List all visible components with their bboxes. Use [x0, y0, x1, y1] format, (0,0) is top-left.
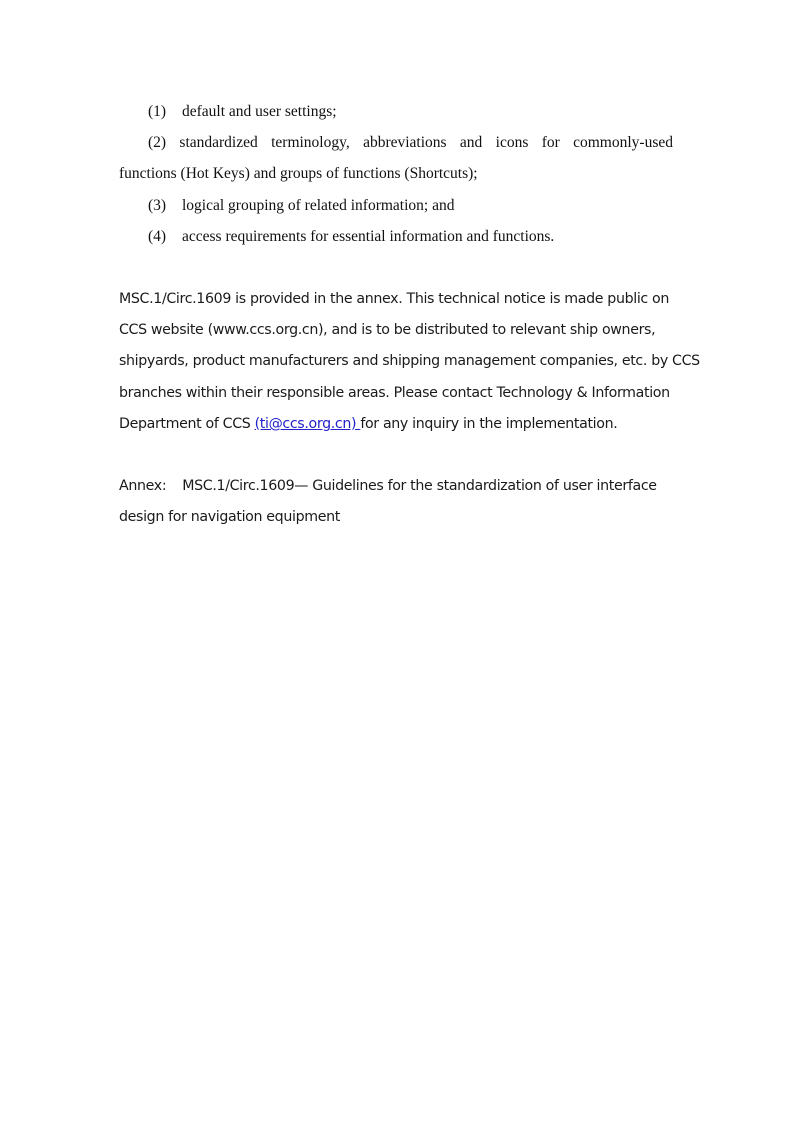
list-item-number: (3) — [148, 197, 167, 214]
notice-line-5 — [119, 414, 617, 434]
email-link[interactable]: (ti@ccs.org.cn) — [254, 416, 361, 432]
notice-line-2: CCS website (www.ccs.org.cn), and is to be distributed to relevant ship owners, — [119, 322, 656, 338]
annex-line-2: design for navigation equipment — [119, 509, 340, 525]
list-item-number: (2) — [148, 134, 167, 151]
list-item-4 — [148, 227, 554, 247]
notice-line-4: branches within their responsible areas. Please contact Technology & Information — [119, 385, 670, 401]
list-item-text: logical grouping of related information; and — [182, 197, 455, 214]
notice-text: for any inquiry in the implementation. — [360, 416, 618, 432]
annex-label: Annex: — [119, 478, 167, 494]
list-item-text: default and user settings; — [182, 103, 337, 120]
list-item-2-line-1 — [148, 133, 673, 153]
list-item-text: standardized terminology, abbreviations and icons for commonly-used — [179, 134, 673, 151]
list-item-3 — [148, 196, 454, 216]
list-item-text: functions (Hot Keys) and groups of functions (Shortcuts); — [119, 165, 478, 182]
notice-line-1: MSC.1/Circ.1609 is provided in the annex. This technical notice is made public on — [119, 291, 670, 307]
list-item-text: access requirements for essential information and functions. — [182, 228, 555, 245]
list-item-2-line-2 — [119, 164, 478, 184]
list-item-1 — [148, 102, 337, 122]
list-item-number: (4) — [148, 228, 167, 245]
annex-title: MSC.1/Circ.1609— Guidelines for the standardization of user interface — [182, 478, 657, 494]
annex-line-1 — [119, 476, 657, 496]
notice-text: Department of CCS — [119, 416, 255, 432]
notice-line-3: shipyards, product manufacturers and shipping management companies, etc. by CCS — [119, 353, 700, 369]
list-item-number: (1) — [148, 103, 167, 120]
